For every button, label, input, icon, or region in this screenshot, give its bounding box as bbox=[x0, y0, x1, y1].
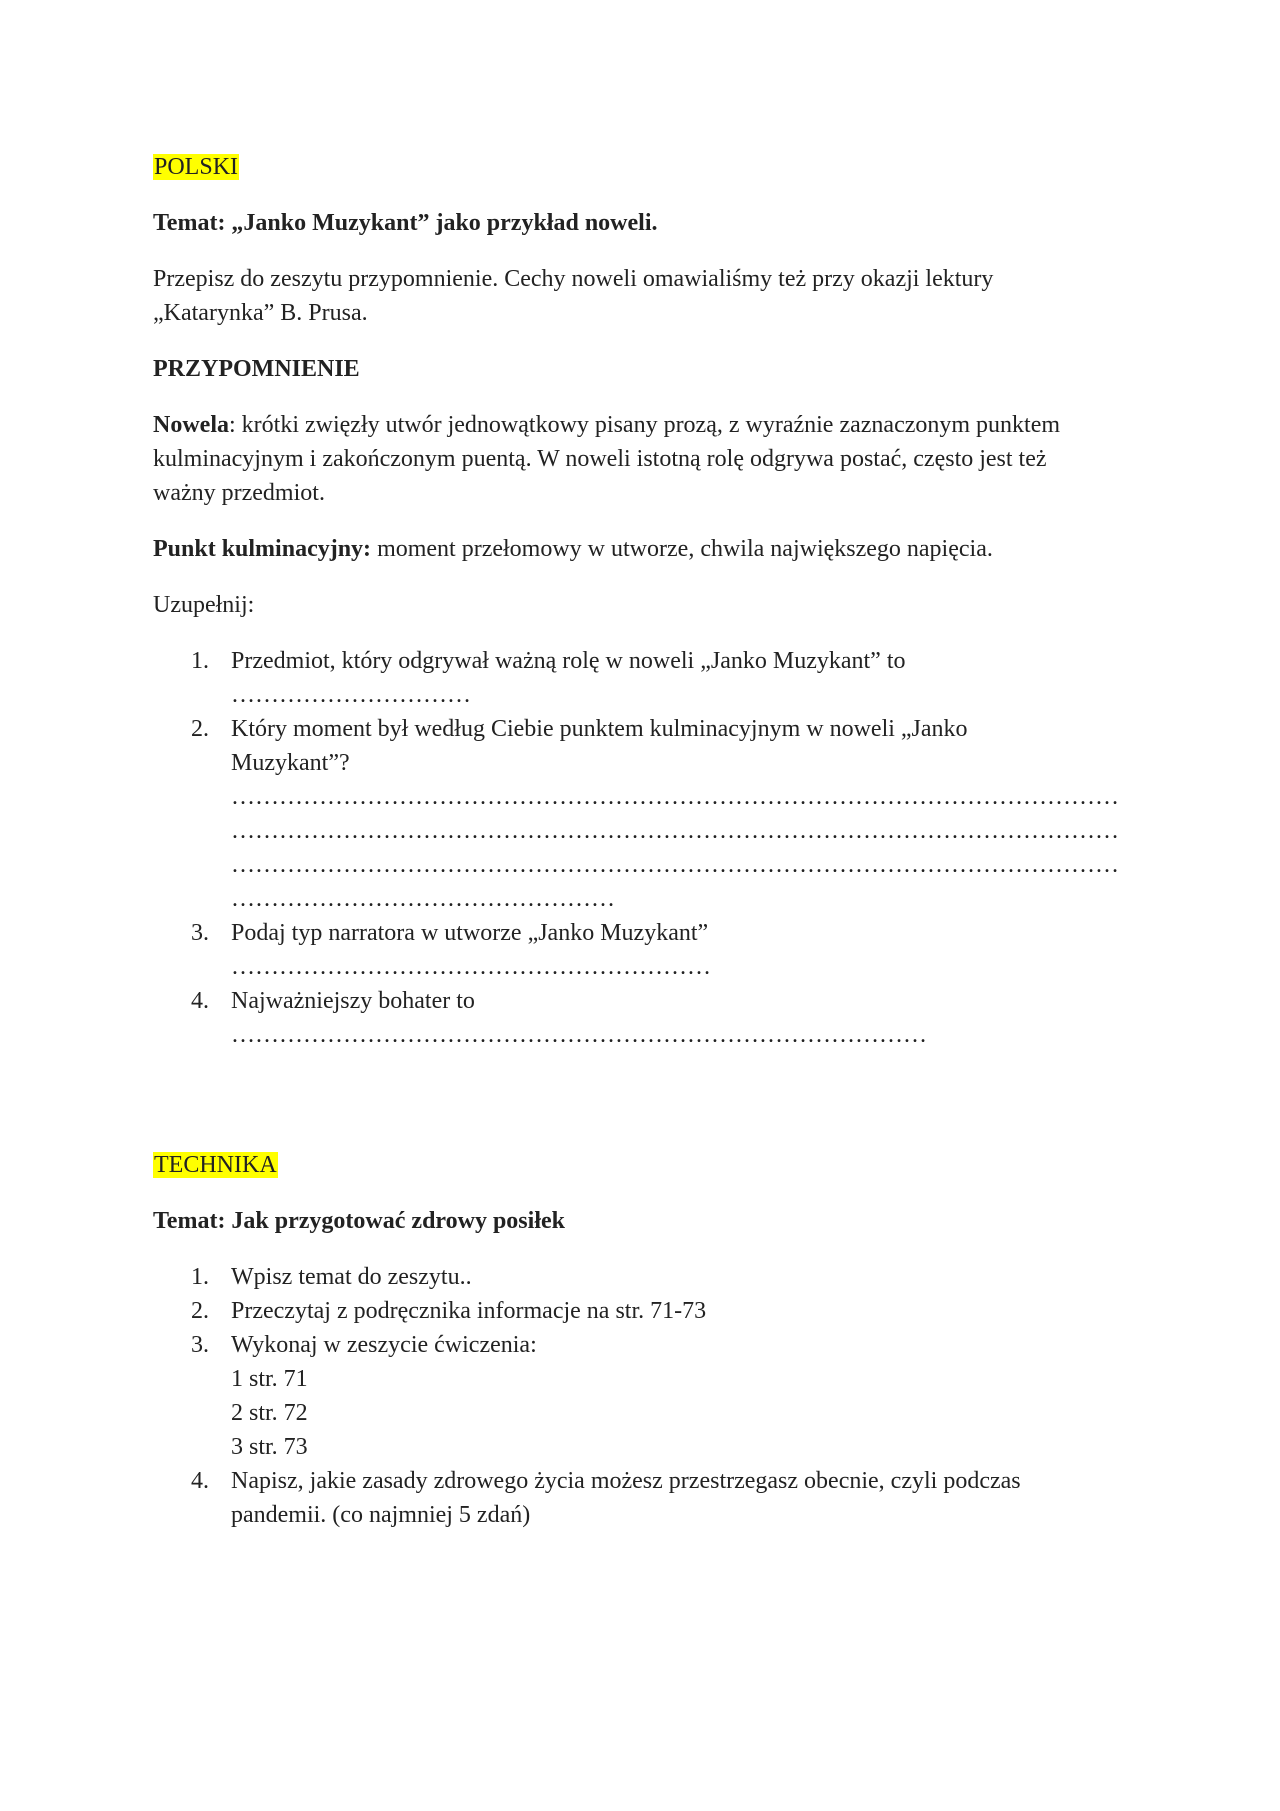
heading-highlight: POLSKI bbox=[154, 154, 239, 180]
question-item bbox=[153, 916, 1133, 984]
task-item bbox=[153, 1260, 1133, 1294]
section-heading-polski bbox=[153, 150, 1133, 184]
questions-list bbox=[153, 644, 1133, 1052]
task-item bbox=[153, 1328, 1133, 1464]
question-text: Który moment był według Ciebie punktem kulminacyjnym w noweli „Janko bbox=[231, 716, 968, 742]
task-text: pandemii. (co najmniej 5 zdań) bbox=[231, 1502, 531, 1528]
intro-line: „Katarynka” B. Prusa. bbox=[153, 300, 368, 326]
question-text: Najważniejszy bohater to bbox=[231, 988, 475, 1014]
question-text: Podaj typ narratora w utworze „Janko Muzykant” bbox=[231, 920, 709, 946]
task-item bbox=[153, 1464, 1133, 1532]
question-item bbox=[153, 712, 1133, 916]
exercise-line: 3 str. 73 bbox=[231, 1434, 308, 1460]
answer-dots[interactable]: ………………………………………………………………………………………………… bbox=[231, 784, 1119, 810]
document-page bbox=[153, 150, 1133, 1532]
punkt-definition bbox=[153, 532, 1133, 566]
nowela-line: kulminacyjnym i zakończonym puentą. W noweli istotną rolę odgrywa postać, często jest też bbox=[153, 446, 1047, 472]
tasks-list bbox=[153, 1260, 1133, 1532]
section-spacer bbox=[153, 1052, 1133, 1148]
topic-polski: Temat: „Janko Muzykant” jako przykład noweli. bbox=[153, 210, 658, 236]
answer-dots[interactable]: ………………………… bbox=[231, 682, 471, 708]
answer-dots[interactable]: ………………………………………… bbox=[231, 886, 615, 912]
question-item bbox=[153, 644, 1133, 712]
answer-dots[interactable]: …………………………………………………… bbox=[231, 954, 711, 980]
intro-paragraph bbox=[153, 262, 1133, 330]
punkt-term: Punkt kulminacyjny: bbox=[153, 536, 372, 562]
task-text: Wpisz temat do zeszytu.. bbox=[231, 1264, 472, 1290]
nowela-line: ważny przedmiot. bbox=[153, 480, 325, 506]
answer-dots[interactable]: ………………………………………………………………………………………………… bbox=[231, 818, 1119, 844]
question-item bbox=[153, 984, 1133, 1052]
task-text: Napisz, jakie zasady zdrowego życia możesz przestrzegasz obecnie, czyli podczas bbox=[231, 1468, 1021, 1494]
task-text: Wykonaj w zeszycie ćwiczenia: bbox=[231, 1332, 537, 1358]
topic-technika: Temat: Jak przygotować zdrowy posiłek bbox=[153, 1208, 565, 1234]
question-number: 1. bbox=[191, 648, 209, 674]
question-number: 4. bbox=[191, 988, 209, 1014]
task-text: Przeczytaj z podręcznika informacje na str. 71-73 bbox=[231, 1298, 707, 1324]
question-text: Przedmiot, który odgrywał ważną rolę w noweli „Janko Muzykant” to bbox=[231, 648, 906, 674]
intro-line: Przepisz do zeszytu przypomnienie. Cechy noweli omawialiśmy też przy okazji lektury bbox=[153, 266, 994, 292]
answer-dots[interactable]: ………………………………………………………………………………………………… bbox=[231, 852, 1119, 878]
fill-in-label: Uzupełnij: bbox=[153, 592, 255, 618]
nowela-definition bbox=[153, 408, 1133, 510]
question-number: 2. bbox=[191, 716, 209, 742]
task-number: 4. bbox=[191, 1468, 209, 1494]
question-text: Muzykant”? bbox=[231, 750, 350, 776]
nowela-term: Nowela bbox=[153, 412, 229, 438]
reminder-heading: PRZYPOMNIENIE bbox=[153, 356, 360, 382]
nowela-def: : krótki zwięzły utwór jednowątkowy pisany prozą, z wyraźnie zaznaczonym punktem bbox=[228, 412, 1061, 438]
heading-highlight: TECHNIKA bbox=[154, 1152, 277, 1178]
question-number: 3. bbox=[191, 920, 209, 946]
task-number: 2. bbox=[191, 1298, 209, 1324]
punkt-def: moment przełomowy w utworze, chwila największego napięcia. bbox=[371, 536, 993, 562]
nowela-line bbox=[153, 408, 1133, 442]
section-heading-technika bbox=[153, 1148, 1133, 1182]
task-number: 3. bbox=[191, 1332, 209, 1358]
task-item bbox=[153, 1294, 1133, 1328]
exercise-line: 1 str. 71 bbox=[231, 1366, 308, 1392]
answer-dots[interactable]: …………………………………………………………………………… bbox=[231, 1022, 927, 1048]
task-number: 1. bbox=[191, 1264, 209, 1290]
exercise-line: 2 str. 72 bbox=[231, 1400, 308, 1426]
